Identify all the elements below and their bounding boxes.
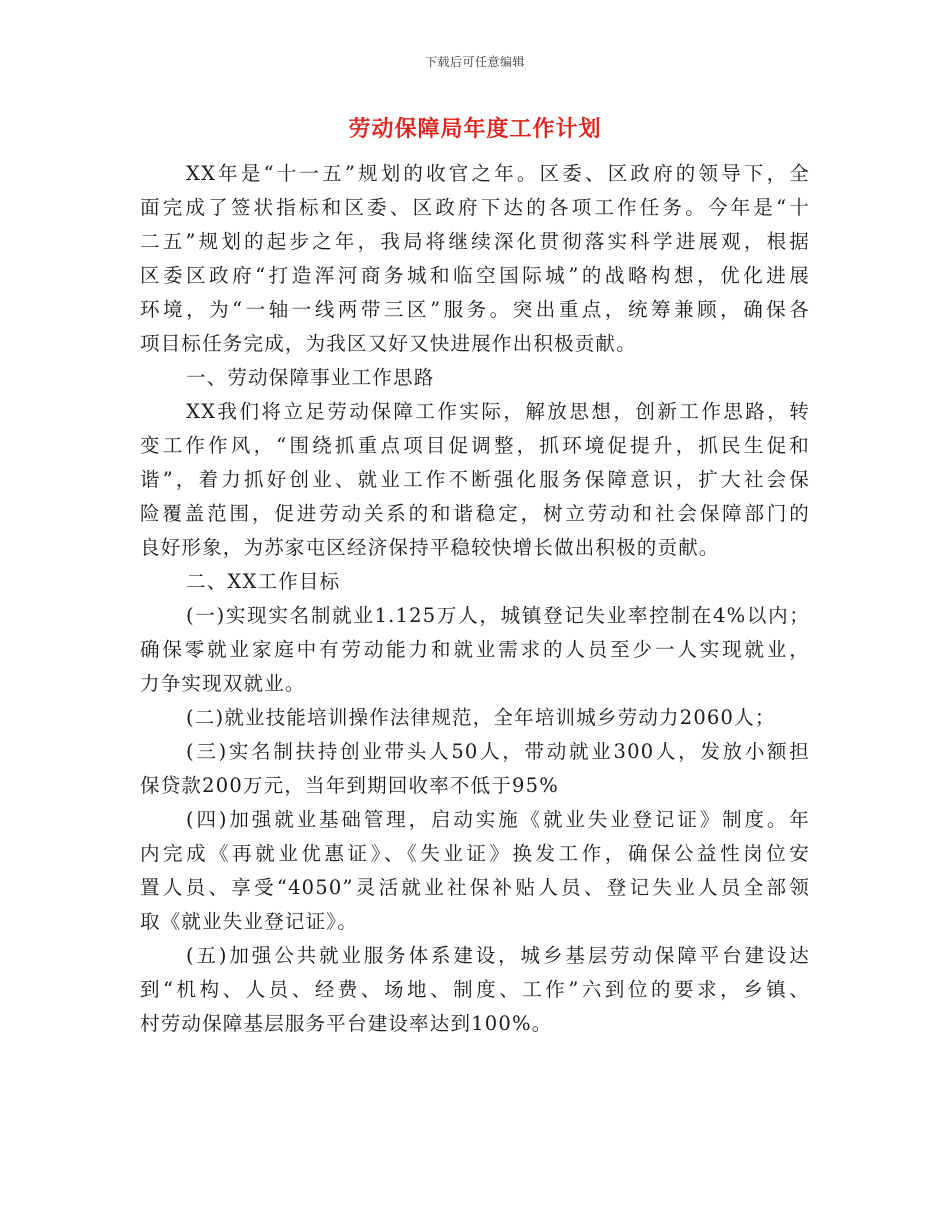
header-note: 下载后可任意编辑 bbox=[424, 55, 525, 69]
document-title: 劳动保障局年度工作计划 bbox=[348, 116, 602, 142]
list-item-line: 置人员、享受“4050”灵活就业社保补贴人员、登记失业人员全部领 bbox=[140, 876, 810, 899]
paragraph-line: XX我们将立足劳动保障工作实际，解放思想，创新工作思路，转 bbox=[186, 400, 810, 423]
list-item-line: 力争实现双就业。 bbox=[140, 672, 306, 695]
section-heading: 二、XX工作目标 bbox=[186, 570, 341, 593]
paragraph-line: 变工作作风，“围绕抓重点项目促调整，抓环境促提升，抓民生促和 bbox=[140, 434, 810, 457]
list-item-line: (四)加强就业基础管理，启动实施《就业失业登记证》制度。年 bbox=[186, 808, 810, 831]
list-item-line: 内完成《再就业优惠证》、《失业证》换发工作，确保公益性岗位安 bbox=[140, 842, 810, 865]
paragraph-line: 区委区政府“打造浑河商务城和临空国际城”的战略构想，优化进展 bbox=[140, 264, 810, 287]
list-item-line: (三)实名制扶持创业带头人50人，带动就业300人，发放小额担 bbox=[186, 740, 810, 763]
section-heading: 一、劳动保障事业工作思路 bbox=[186, 366, 435, 389]
list-item-line: 到“机构、人员、经费、场地、制度、工作”六到位的要求，乡镇、 bbox=[140, 978, 810, 1001]
paragraph-line: 环境，为“一轴一线两带三区”服务。突出重点，统筹兼顾，确保各 bbox=[140, 298, 810, 321]
paragraph-line: 良好形象，为苏家屯区经济保持平稳较快增长做出积极的贡献。 bbox=[140, 536, 720, 559]
paragraph-line: 二五”规划的起步之年，我局将继续深化贯彻落实科学进展观，根据 bbox=[140, 230, 810, 253]
list-item-line: 保贷款200万元，当年到期回收率不低于95% bbox=[140, 774, 559, 797]
list-item-line: 村劳动保障基层服务平台建设率达到100%。 bbox=[140, 1012, 553, 1035]
list-item-line: 确保零就业家庭中有劳动能力和就业需求的人员至少一人实现就业， bbox=[140, 638, 810, 661]
document-body bbox=[140, 157, 810, 1041]
paragraph-line: XX年是“十一五”规划的收官之年。区委、区政府的领导下，全 bbox=[186, 162, 810, 185]
list-item-line: (一)实现实名制就业1.125万人，城镇登记失业率控制在4%以内； bbox=[186, 604, 810, 627]
list-item-line: (二)就业技能培训操作法律规范，全年培训城乡劳动力2060人； bbox=[186, 706, 776, 729]
paragraph-line: 险覆盖范围，促进劳动关系的和谐稳定，树立劳动和社会保障部门的 bbox=[140, 502, 810, 525]
list-item-line: (五)加强公共就业服务体系建设，城乡基层劳动保障平台建设达 bbox=[186, 944, 810, 967]
paragraph-line: 谐”，着力抓好创业、就业工作不断强化服务保障意识，扩大社会保 bbox=[140, 468, 810, 491]
paragraph-line: 面完成了签状指标和区委、区政府下达的各项工作任务。今年是“十 bbox=[140, 196, 810, 219]
paragraph-line: 项目标任务完成，为我区又好又快进展作出积极贡献。 bbox=[140, 332, 637, 355]
list-item-line: 取《就业失业登记证》。 bbox=[140, 910, 358, 933]
